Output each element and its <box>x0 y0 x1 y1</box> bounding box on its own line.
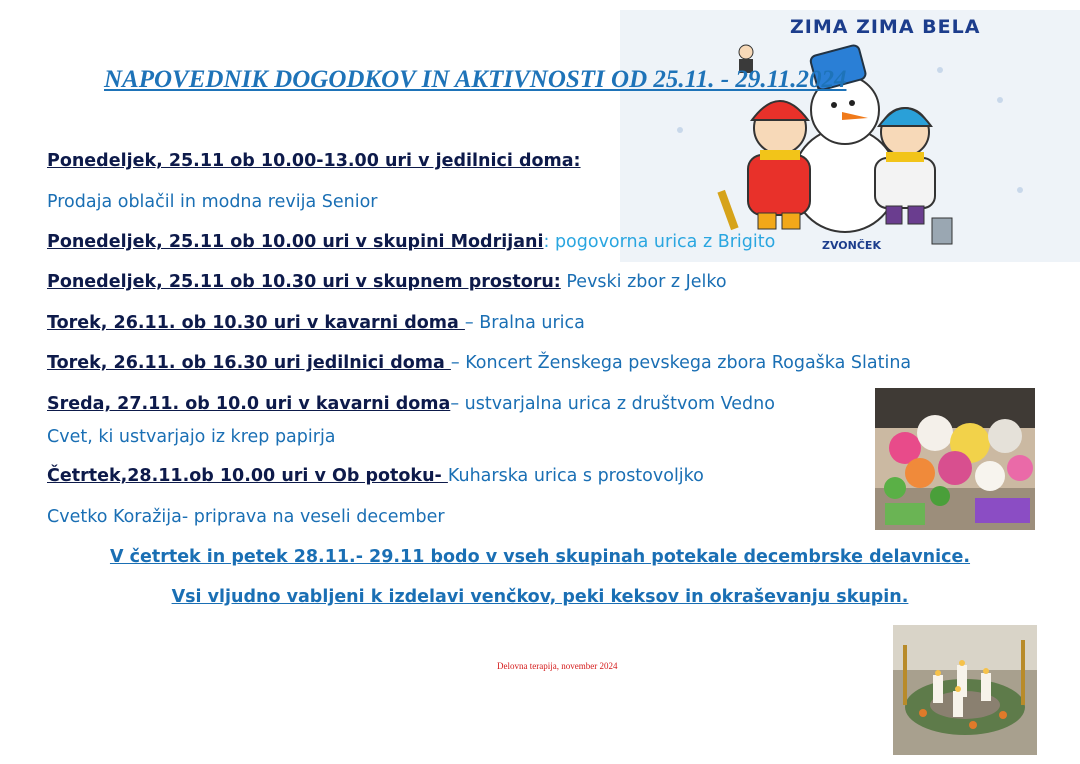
event-heading: Ponedeljek, 25.11 ob 10.30 uri v skupnem prostoru: <box>47 272 561 292</box>
event-heading: Torek, 26.11. ob 16.30 uri jedilnici doma <box>47 353 451 373</box>
illustration-title: ZIMA ZIMA BELA <box>790 16 981 38</box>
event-heading: Ponedeljek, 25.11 ob 10.00-13.00 uri v jedilnici doma: <box>47 151 581 171</box>
flowers-drawing <box>875 388 1035 530</box>
event-line-5 <box>47 313 585 333</box>
event-line-10 <box>47 507 445 527</box>
event-line-7 <box>47 394 775 414</box>
notice-workshops: V četrtek in petek 28.11.- 29.11 bodo v vseh skupinah potekale decembrske delavnice. <box>109 547 971 567</box>
event-line-3 <box>47 232 775 252</box>
event-line-2 <box>47 192 377 212</box>
event-line-8 <box>47 427 336 447</box>
event-description: Cvetko Koražija- priprava na veseli december <box>47 507 445 527</box>
event-description: : pogovorna urica z Brigito <box>543 232 776 252</box>
event-description: Kuharska urica s prostovoljko <box>447 466 704 486</box>
event-description: – ustvarjalna urica z društvom Vedno <box>450 394 775 414</box>
event-line-4 <box>47 272 727 292</box>
event-line-6 <box>47 353 911 373</box>
notice-invitation: Vsi vljudno vabljeni k izdelavi venčkov, peki keksov in okraševanju skupin. <box>171 587 909 607</box>
page-title: NAPOVEDNIK DOGODKOV IN AKTIVNOSTI OD 25.11. - 29.11.2024 <box>104 66 847 93</box>
winter-illustration <box>620 10 1080 262</box>
event-heading: Četrtek,28.11.ob 10.00 uri v Ob potoku- <box>47 466 448 486</box>
event-description: – Koncert Ženskega pevskega zbora Rogaška Slatina <box>450 353 912 373</box>
event-heading: Ponedeljek, 25.11 ob 10.00 uri v skupini Modrijani <box>47 232 544 252</box>
event-description: – Bralna urica <box>464 313 585 333</box>
event-description: Cvet, ki ustvarjajo iz krep papirja <box>47 427 336 447</box>
event-heading: Sreda, 27.11. ob 10.0 uri v kavarni doma <box>47 394 451 414</box>
event-description: Prodaja oblačil in modna revija Senior <box>47 192 378 212</box>
illustration-caption: ZVONČEK <box>822 239 881 252</box>
footer-credit: Delovna terapija, november 2024 <box>497 661 618 671</box>
event-line-9 <box>47 466 704 486</box>
event-description: Pevski zbor z Jelko <box>560 272 727 292</box>
event-heading: Torek, 26.11. ob 10.30 uri v kavarni doma <box>47 313 465 333</box>
event-line-1 <box>47 151 581 171</box>
paper-flowers-photo <box>875 388 1035 530</box>
advent-wreath-drawing <box>893 625 1037 755</box>
advent-wreath-photo <box>893 625 1037 755</box>
snow-scene-drawing <box>620 10 1080 262</box>
